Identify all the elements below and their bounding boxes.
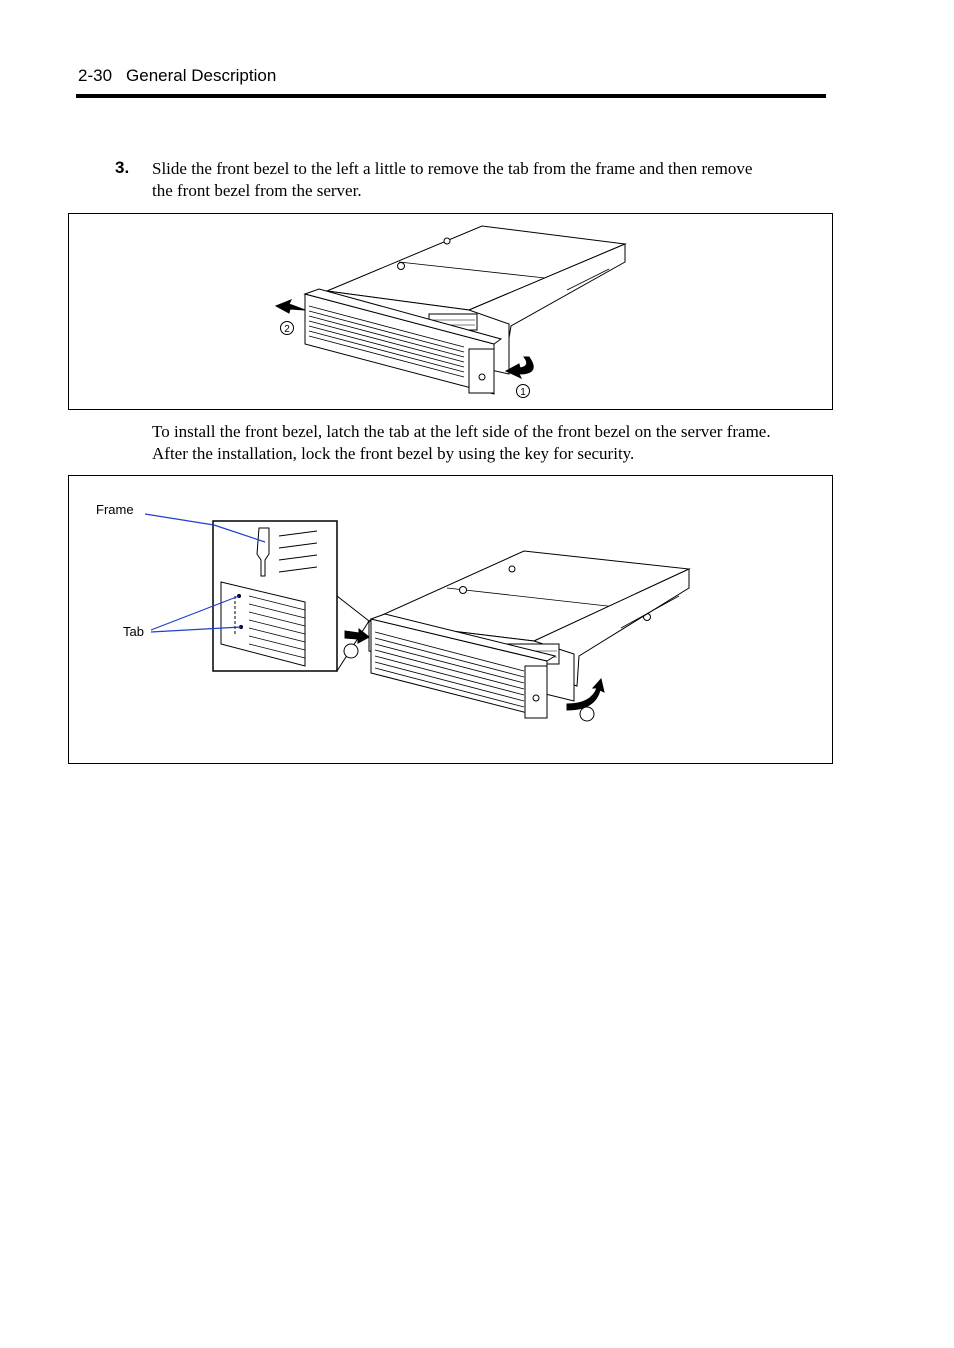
detail-inset (213, 521, 337, 671)
key-lock (479, 374, 485, 380)
figure-remove-bezel (68, 213, 833, 410)
callout-circle-b (580, 707, 594, 721)
arrow-rotate (506, 357, 533, 378)
inset-pointer (337, 596, 369, 621)
page-number: 2-30 (78, 66, 113, 85)
install-instruction (152, 421, 842, 465)
remove-bezel-illustration (69, 214, 834, 411)
key-lock-2 (533, 695, 539, 701)
step-instruction (152, 158, 842, 202)
top-screw (398, 263, 405, 270)
top-screw (444, 238, 450, 244)
callout-1: 1 (520, 387, 526, 398)
arrow-left (276, 300, 305, 313)
install-line-2: After the installation, lock the front bezel by using the key for security. (152, 444, 635, 463)
install-bezel-illustration (69, 476, 834, 765)
bezel-lock-section (469, 349, 494, 393)
frame-leader (145, 514, 214, 525)
bezel-lock-section-2 (525, 666, 547, 718)
section-title: General Description (126, 66, 277, 85)
tab-label: Tab (123, 624, 144, 639)
header-rule (76, 94, 826, 98)
callout-1-marker (517, 385, 530, 399)
arrow-right (345, 629, 369, 643)
install-line-1: To install the front bezel, latch the tab at the left side of the front bezel on the server frame. (152, 422, 771, 441)
step-line-1: Slide the front bezel to the left a little to remove the tab from the frame and then remove (152, 159, 753, 178)
top-screw (509, 566, 515, 572)
top-screw (460, 587, 467, 594)
callout-2-marker (281, 322, 294, 336)
step-line-2: the front bezel from the server. (152, 181, 362, 200)
callout-2: 2 (284, 324, 290, 335)
frame-label: Frame (96, 502, 134, 517)
page-header (78, 66, 276, 86)
figure-install-bezel (68, 475, 833, 764)
step-number: 3. (115, 158, 130, 177)
callout-circle-a (344, 644, 358, 658)
